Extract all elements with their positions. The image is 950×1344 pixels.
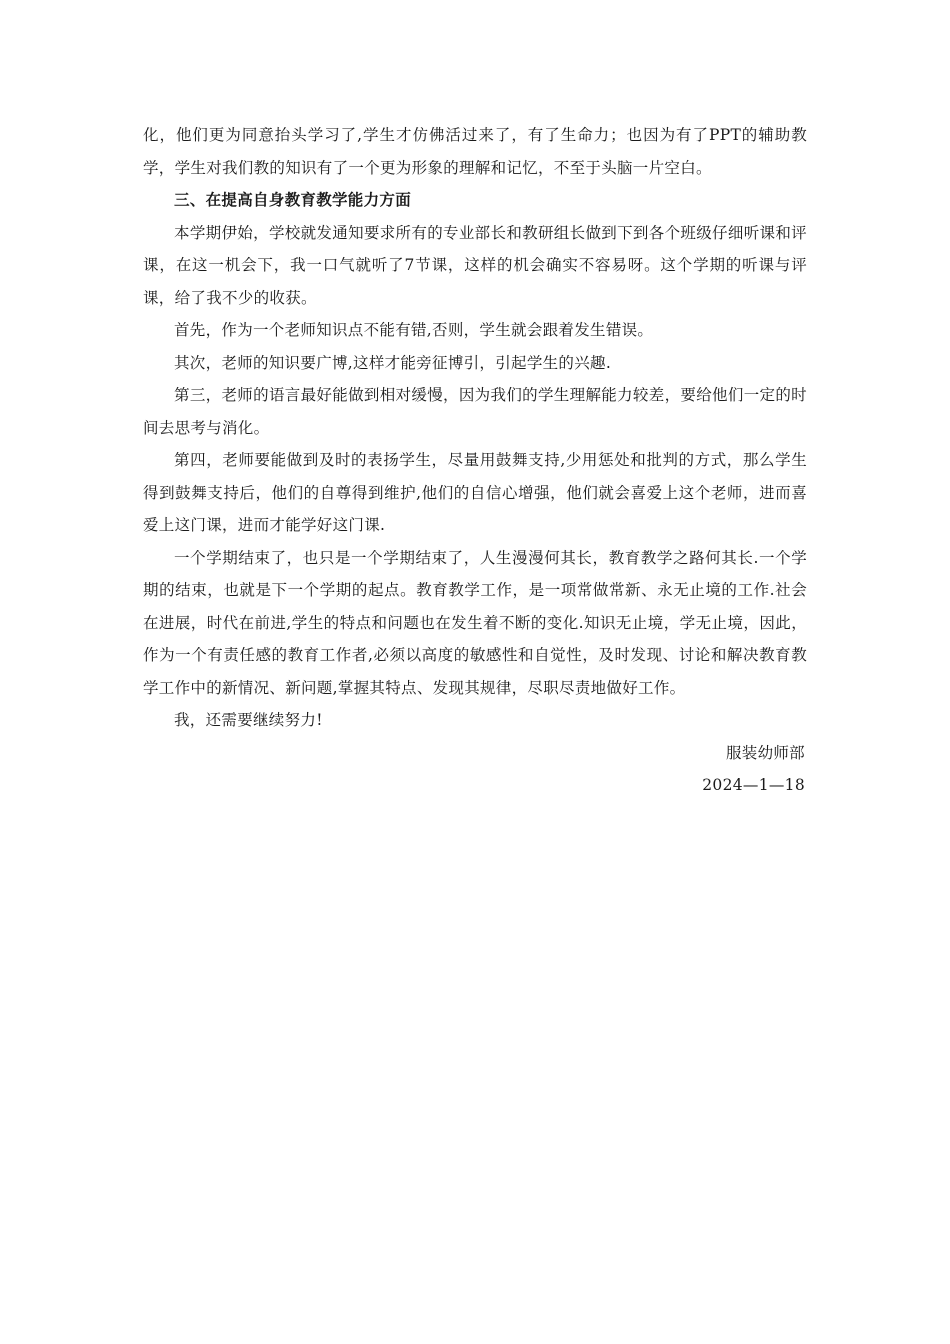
continuation-paragraph: 化，他们更为同意抬头学习了,学生才仿佛活过来了，有了生命力；也因为有了PPT的辅助教学，学生对我们教的知识有了一个更为形象的理解和记忆，不至于头脑一片空白。 bbox=[143, 126, 807, 177]
paragraph-semester-end: 一个学期结束了，也只是一个学期结束了，人生漫漫何其长，教育教学之路何其长.一个学期的结束，也就是下一个学期的起点。教育教学工作，是一项常做常新、永无止境的工作.社会在进展，时代在前进,学生的特点和问题也在发生着不断的变化.知识无止境，学无止境，因此，作为一个有责任感的教育工作者,必须以高度的敏感性和自觉性，及时发现、讨论和解决教育教学工作中的新情况、新问题,掌握其特点、发现其规律，尽职尽责地做好工作。 bbox=[143, 548, 807, 697]
paragraph-listening-courses: 本学期伊始，学校就发通知要求所有的专业部长和教研组长做到下到各个班级仔细听课和评课，在这一机会下，我一口气就听了7节课，这样的机会确实不容易呀。这个学期的听课与评课，给了我不少的收获。 bbox=[143, 223, 807, 307]
paragraph-second-point: 其次，老师的知识要广博,这样才能旁征博引，引起学生的兴趣. bbox=[174, 353, 612, 372]
signature: 服装幼师部 bbox=[725, 743, 805, 762]
paragraph-fourth-point: 第四，老师要能做到及时的表扬学生，尽量用鼓舞支持,少用惩处和批判的方式，那么学生得到鼓舞支持后，他们的自尊得到维护,他们的自信心增强，他们就会喜爱上这个老师，进而喜爱上这门课，进而才能学好这门课. bbox=[143, 451, 807, 534]
date: 2024—1—18 bbox=[702, 776, 805, 794]
paragraph-first-point: 首先，作为一个老师知识点不能有错,否则，学生就会跟着发生错误。 bbox=[174, 321, 654, 339]
section-heading: 三、在提高自身教育教学能力方面 bbox=[174, 190, 412, 209]
paragraph-third-point: 第三，老师的语言最好能做到相对缓慢，因为我们的学生理解能力较差，要给他们一定的时间去思考与消化。 bbox=[143, 386, 807, 437]
paragraph-closing: 我，还需要继续努力! bbox=[174, 711, 323, 729]
